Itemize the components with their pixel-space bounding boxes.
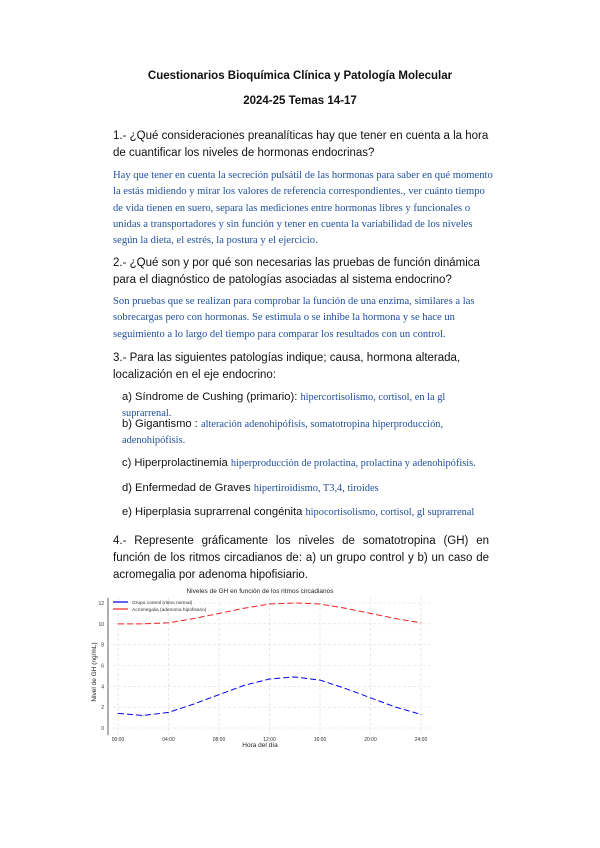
x-tick-label: 08:00 bbox=[212, 737, 226, 743]
x-tick-label: 12:00 bbox=[263, 737, 276, 743]
data-point bbox=[168, 712, 169, 713]
data-point bbox=[244, 608, 245, 609]
item-label: c) Hiperprolactinemia bbox=[122, 457, 228, 469]
y-tick-label: 10 bbox=[98, 621, 104, 628]
data-point bbox=[118, 713, 119, 714]
item-label: b) Gigantismo : bbox=[122, 418, 198, 430]
data-point bbox=[320, 680, 321, 681]
x-tick-label: 16:00 bbox=[313, 737, 327, 743]
data-point bbox=[294, 603, 295, 604]
y-tick-label: 4 bbox=[101, 684, 104, 691]
data-point bbox=[168, 622, 169, 623]
data-point bbox=[143, 623, 144, 624]
answer-2: Son pruebas que se realizan para comprobar la función de una enzima, similares a las sobrecargas pero con hormonas. Se estimula o se inhibe la hormona y se hace un seguimiento a lo largo del tiempo para comparar los resultados con un control. bbox=[113, 296, 475, 340]
question-4: 4.- Represente gráficamente los niveles de somatotropina (GH) en función de los ritmos circadianos de: a) un grupo control y b) un caso de acromegalia por adenoma hipofisiario. bbox=[113, 535, 489, 581]
answer-1: Hay que tener en cuenta la secreción pulsátil de las hormonas para saber en qué momento la estás midiendo y mirar los valores de referencia correspondientes., ver cuánto tiempo de vida tienen en suero, separa las mediciones entre hormonas libres y funcionales o unidas a transportadores y sin función y tener en cuenta la variabilidad de los niveles según la dieta, el estrés, la postura y el ejercicio. bbox=[113, 170, 493, 247]
data-point bbox=[421, 714, 422, 715]
y-tick-label: 0 bbox=[101, 726, 104, 732]
pathology-item bbox=[122, 505, 492, 521]
data-point bbox=[143, 715, 144, 716]
data-point bbox=[345, 688, 346, 689]
data-point bbox=[395, 618, 396, 619]
data-point bbox=[421, 622, 422, 623]
data-point bbox=[294, 677, 295, 678]
data-point bbox=[320, 604, 321, 605]
y-tick-label: 8 bbox=[101, 642, 104, 649]
question-2: 2.- ¿Qué son y por qué son necesarias las pruebas de función dinámica para el diagnóstico de patologías asociadas al sistema endocrino? bbox=[113, 257, 480, 286]
y-tick-label: 6 bbox=[101, 663, 104, 670]
data-point bbox=[219, 694, 220, 695]
item-answer: hiperproducción de prolactina, prolactina y adenohipófisis. bbox=[230, 458, 476, 469]
x-tick-label: 24:00 bbox=[414, 737, 428, 743]
data-point bbox=[370, 697, 371, 698]
data-point bbox=[269, 679, 270, 680]
item-answer: hipocortisolismo, cortisol, gl suprarrenal bbox=[305, 507, 475, 518]
x-tick-label: 04:00 bbox=[162, 737, 175, 743]
x-tick-label: 00:00 bbox=[111, 737, 125, 743]
y-tick-label: 2 bbox=[101, 705, 104, 712]
item-label: a) Síndrome de Cushing (primario): bbox=[122, 391, 298, 403]
x-axis-label: Hora del día bbox=[242, 742, 278, 749]
data-point bbox=[219, 613, 220, 614]
question-1: 1.- ¿Qué consideraciones preanalíticas hay que tener en cuenta a la hora de cuantificar los niveles de hormonas endocrinas? bbox=[113, 130, 489, 159]
item-answer: hipercortisolismo, cortisol, en la gl suprarrenal. bbox=[122, 392, 446, 419]
data-point bbox=[370, 613, 371, 614]
y-axis-label: Nivel de GH (ng/mL) bbox=[91, 642, 98, 702]
document-title: Cuestionarios Bioquímica Clínica y Patología Molecular bbox=[147, 70, 453, 82]
data-point bbox=[395, 707, 396, 708]
chart-title: Niveles de GH en función de los ritmos circadianos bbox=[186, 588, 334, 595]
pathology-item bbox=[122, 481, 492, 497]
legend-entry: Acromegalia (adenoma hipofisario) bbox=[132, 608, 207, 613]
gh-circadian-chart bbox=[80, 580, 440, 752]
y-tick-label: 12 bbox=[98, 601, 104, 607]
data-point bbox=[193, 618, 194, 619]
item-label: d) Enfermedad de Graves bbox=[122, 482, 251, 494]
data-point bbox=[345, 608, 346, 609]
data-point bbox=[244, 685, 245, 686]
pathology-item bbox=[122, 417, 492, 448]
document-subtitle: 2024-25 Temas 14-17 bbox=[243, 95, 357, 107]
item-label: e) Hiperplasia suprarrenal congénita bbox=[122, 506, 303, 518]
legend-entry: Grupo control (ritmo normal) bbox=[132, 601, 193, 606]
data-point bbox=[118, 623, 119, 624]
pathology-item bbox=[122, 456, 492, 472]
data-point bbox=[269, 604, 270, 605]
item-answer: hipertiroidismo, T3,4, tiroides bbox=[253, 483, 379, 494]
x-tick-label: 20:00 bbox=[364, 737, 377, 743]
item-answer: alteración adenohipófisis, somatotropina hiperproducción, adenohipófisis. bbox=[122, 419, 444, 446]
question-3: 3.- Para las siguientes patologías indique; causa, hormona alterada, localización en el eje endocrino: bbox=[113, 352, 461, 381]
data-point bbox=[193, 704, 194, 705]
